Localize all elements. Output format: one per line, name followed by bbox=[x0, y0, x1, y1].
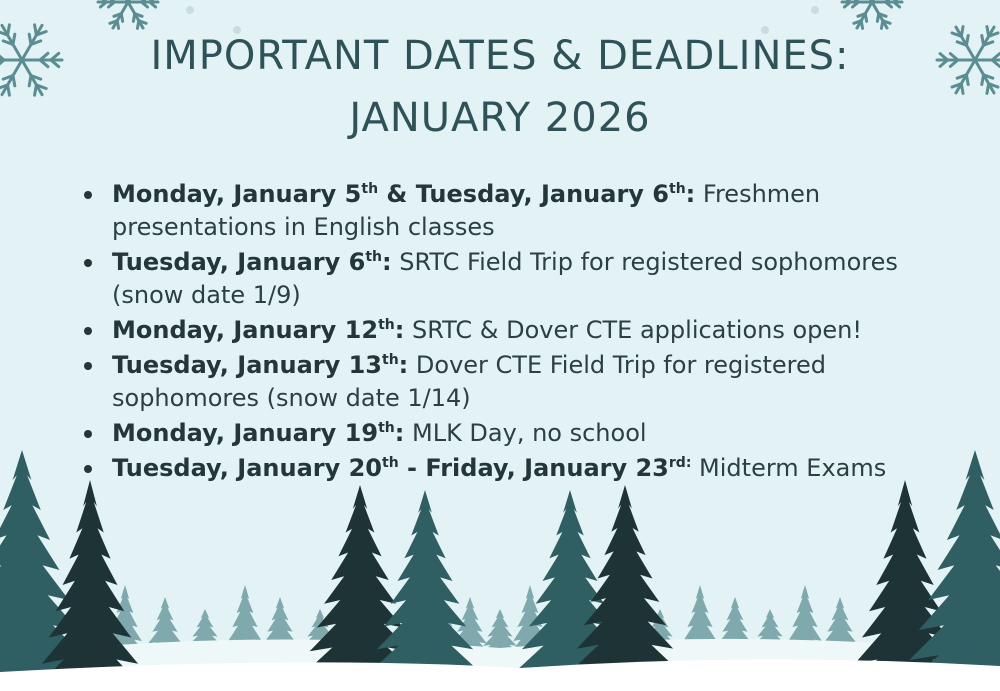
event-text: SRTC & Dover CTE applications open! bbox=[404, 316, 863, 344]
event-date: Monday, January 12 bbox=[112, 316, 379, 344]
event-text: Dover CTE Field Trip for registered sophomores (snow date 1/14) bbox=[112, 351, 826, 412]
snow-dot bbox=[811, 6, 819, 14]
list-item: Tuesday, January 6th: SRTC Field Trip for registered sophomores (snow date 1/9) bbox=[82, 246, 962, 312]
page-title: IMPORTANT DATES & DEADLINES: bbox=[150, 33, 850, 79]
event-date: Tuesday, January 20 bbox=[112, 454, 382, 482]
event-date: Monday, January 5 bbox=[112, 180, 362, 208]
list-item: Monday, January 5th & Tuesday, January 6th: Freshmen presentations in English classes bbox=[82, 178, 962, 244]
page-subtitle: JANUARY 2026 bbox=[349, 95, 651, 141]
list-item: Monday, January 12th: SRTC & Dover CTE applications open! bbox=[82, 314, 962, 347]
snow-dot bbox=[186, 6, 194, 14]
list-item: Tuesday, January 13th: Dover CTE Field Trip for registered sophomores (snow date 1/14) bbox=[82, 349, 962, 415]
snowflake-icon bbox=[842, 0, 902, 28]
event-text: Freshmen presentations in English classes bbox=[112, 180, 821, 241]
snowflake-icon bbox=[98, 0, 158, 28]
event-text: SRTC Field Trip for registered sophomores (snow date 1/9) bbox=[112, 248, 898, 309]
event-date: Monday, January 19 bbox=[112, 419, 379, 447]
list-item: Monday, January 19th: MLK Day, no school bbox=[82, 417, 962, 450]
list-item: Tuesday, January 20th - Friday, January $23^{rd:}$ Midterm Exams bbox=[82, 452, 962, 485]
pine-tree-icon bbox=[370, 490, 480, 672]
event-date: Tuesday, January 6 bbox=[112, 248, 366, 276]
dates-list bbox=[82, 178, 962, 487]
event-date: Tuesday, January 13 bbox=[112, 351, 382, 379]
pine-tree-icon bbox=[570, 485, 680, 672]
event-text: MLK Day, no school bbox=[404, 419, 647, 447]
event-text: Midterm Exams bbox=[691, 454, 887, 482]
